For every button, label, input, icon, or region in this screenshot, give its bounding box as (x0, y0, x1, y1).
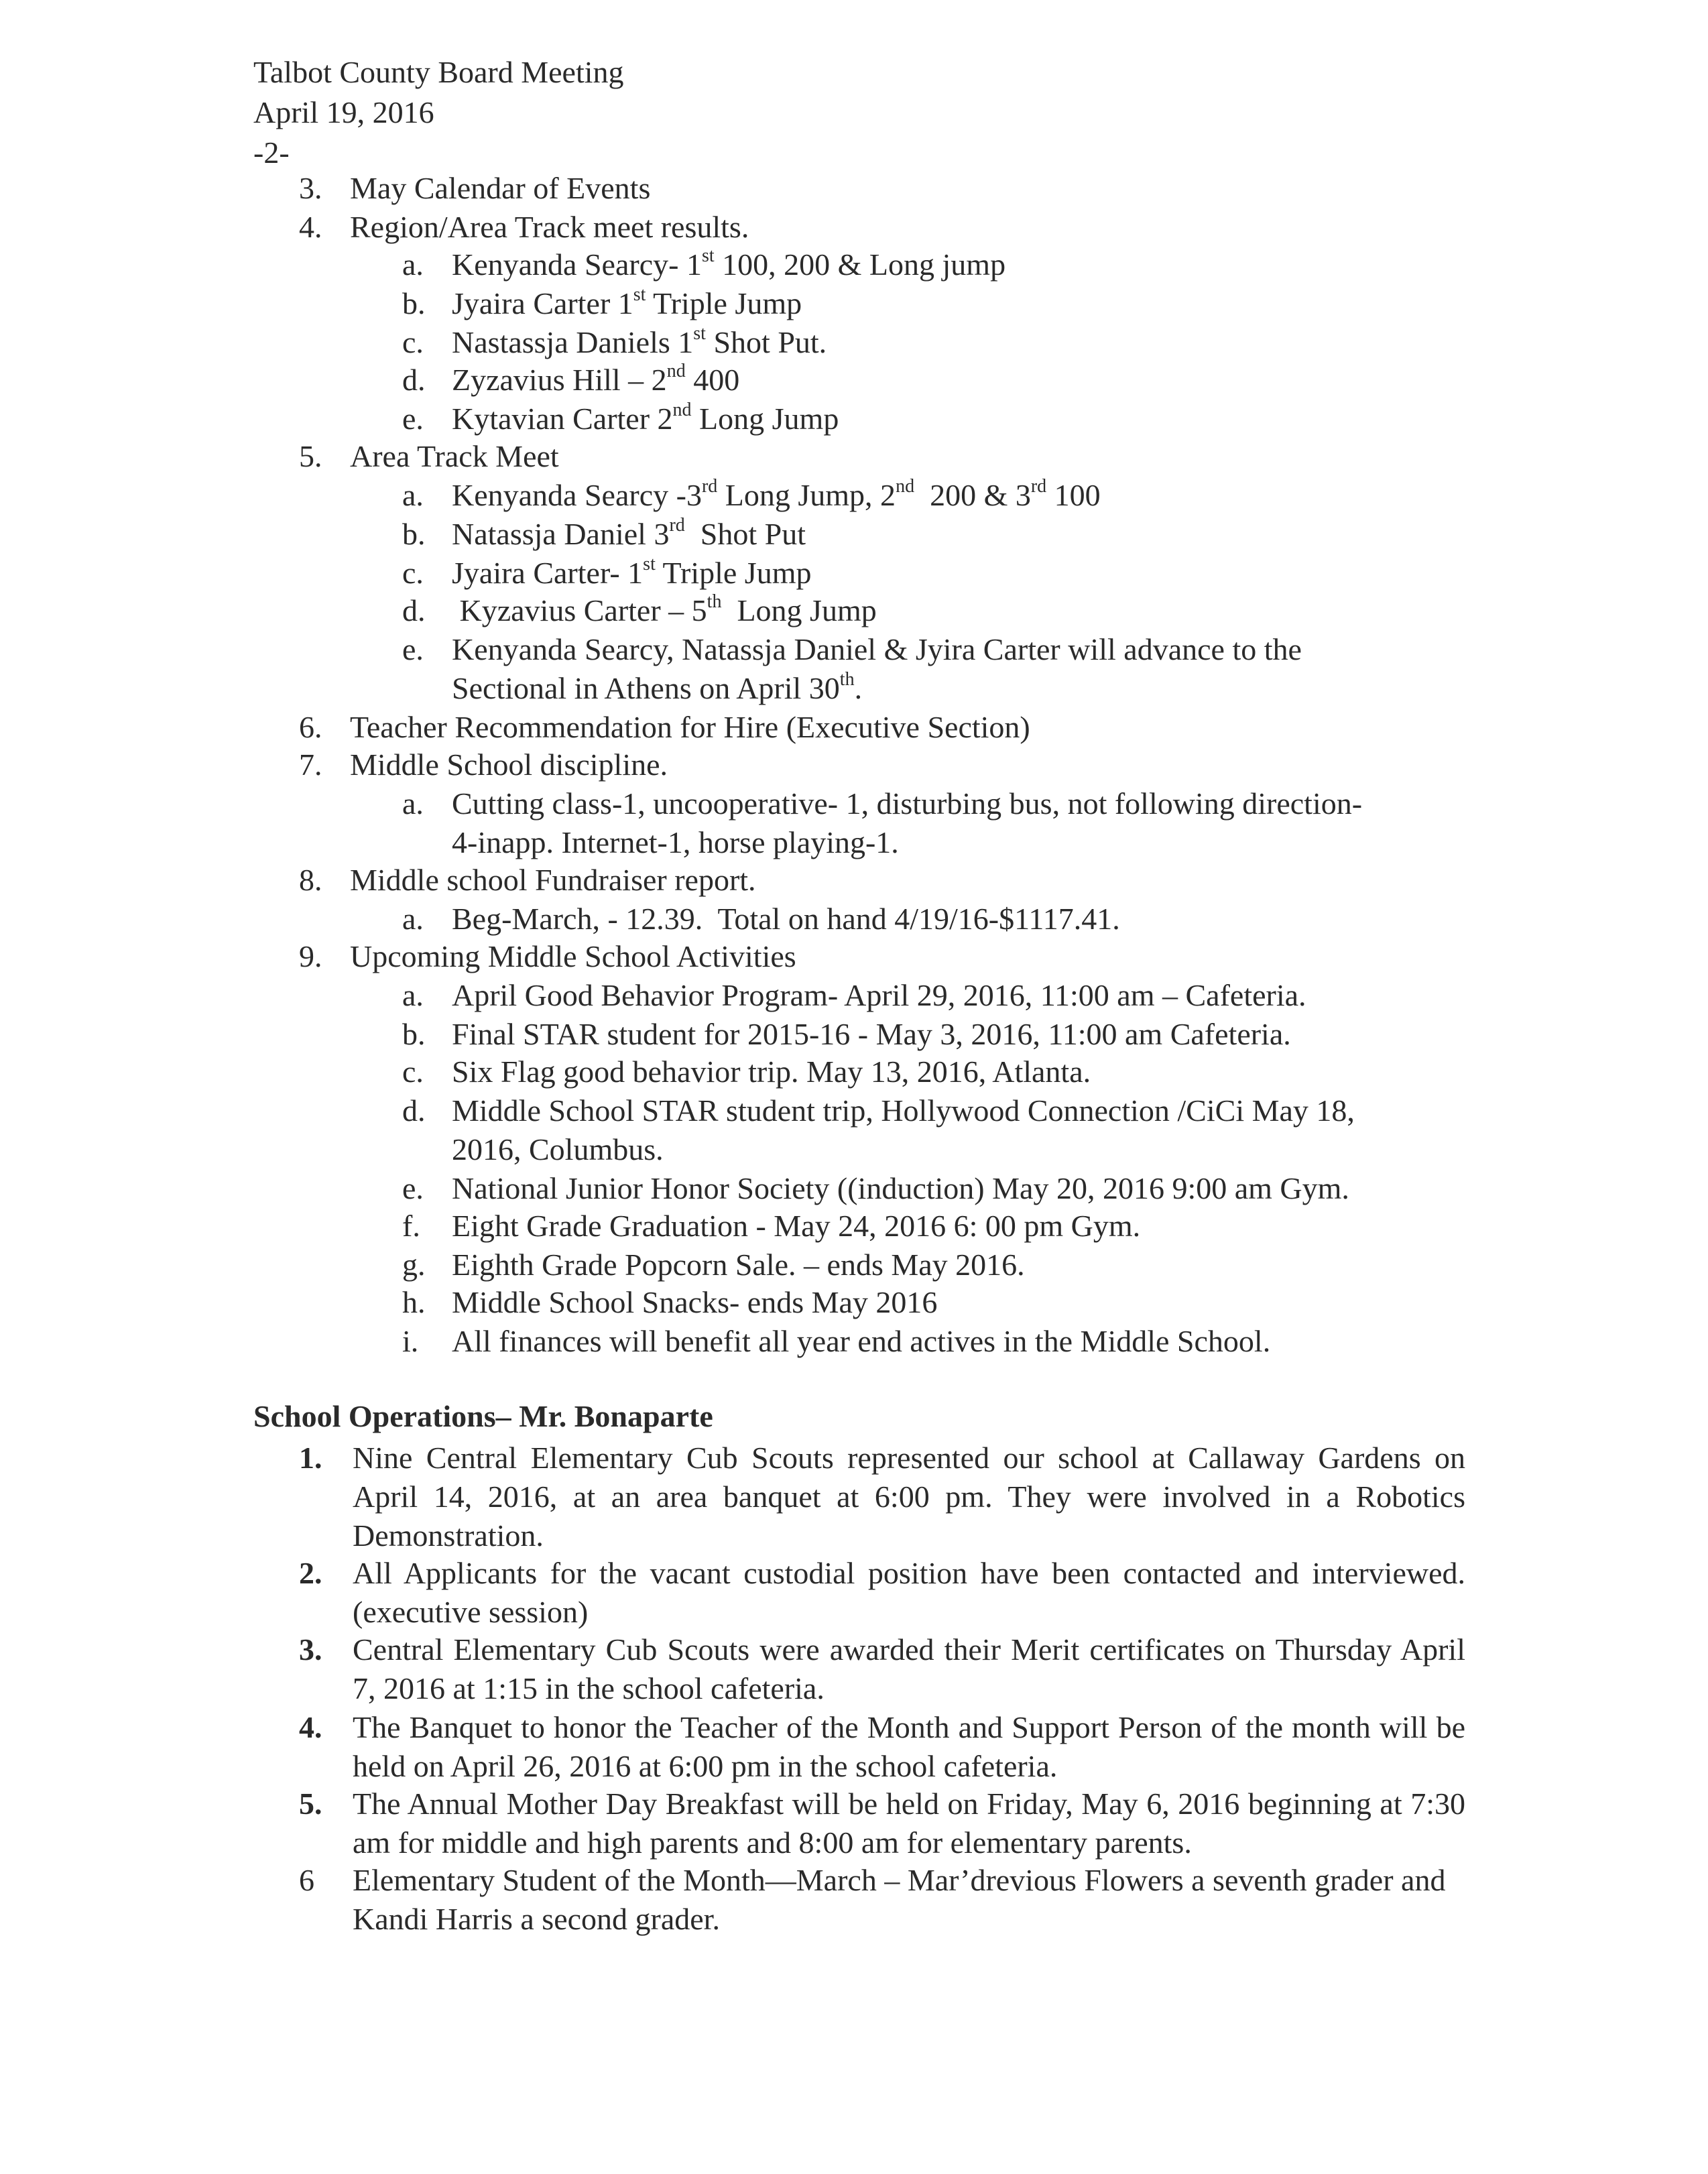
page-header (253, 52, 624, 173)
item-text: Upcoming Middle School Activities (350, 939, 796, 973)
item-text: Central Elementary Cub Scouts were awarded their Merit certificates on Thursday April 7, 2016 at 1:15 in the school cafeteria. (353, 1632, 1465, 1705)
section-title: School Operations– Mr. Bonaparte (253, 1399, 713, 1433)
sub-item-letter: a. (402, 786, 424, 821)
sub-item-letter: f. (402, 1209, 420, 1243)
item-number: 3. (299, 1632, 322, 1667)
sub-item-letter: e. (402, 402, 424, 436)
sub-item-letter: a. (402, 902, 424, 936)
sub-item-letter: c. (402, 1054, 424, 1089)
sub-item-letter: c. (402, 325, 424, 359)
item-text: Middle school Fundraiser report. (350, 863, 756, 897)
sub-item-text: Zyzavius Hill – 2nd 400 (452, 361, 740, 397)
item-number: 2. (299, 1556, 322, 1590)
sub-item-letter: h. (402, 1285, 426, 1319)
item-number: 9. (299, 939, 322, 973)
sub-item-letter: a. (402, 978, 424, 1012)
sub-item-text: 4-inapp. Internet-1, horse playing-1. (452, 825, 899, 859)
page-number: -2- (253, 135, 290, 170)
sub-item-text: 2016, Columbus. (452, 1132, 664, 1166)
sub-item-letter: b. (402, 1017, 426, 1051)
sub-item-letter: i. (402, 1324, 419, 1358)
sub-item-letter: a. (402, 478, 424, 512)
meeting-title: Talbot County Board Meeting (253, 55, 624, 89)
sub-item-text: Six Flag good behavior trip. May 13, 2016, Atlanta. (452, 1054, 1091, 1089)
sub-item-text: Middle School STAR student trip, Hollywood Connection /CiCi May 18, (452, 1093, 1355, 1128)
sub-item-text: Kenyanda Searcy -3rd Long Jump, 2nd 200 & 3rd 100 (452, 476, 1101, 512)
item-text: Nine Central Elementary Cub Scouts represented our school at Callaway Gardens on April 14, 2016, at an area banquet at 6:00 pm. They were involved in a Robotics Demonstration. (353, 1441, 1465, 1553)
sub-item-text: National Junior Honor Society ((induction) May 20, 2016 9:00 am Gym. (452, 1171, 1349, 1205)
item-number: 6 (299, 1863, 314, 1897)
sub-item-text: Kytavian Carter 2nd Long Jump (452, 400, 839, 436)
sub-item-text: Eighth Grade Popcorn Sale. – ends May 2016. (452, 1248, 1025, 1282)
sub-item-text: Beg-March, - 12.39. Total on hand 4/19/16-$1117.41. (452, 902, 1120, 936)
sub-item-text: All finances will benefit all year end actives in the Middle School. (452, 1324, 1271, 1358)
sub-item-text: Nastassja Daniels 1st Shot Put. (452, 323, 827, 359)
sub-item-letter: c. (402, 556, 424, 590)
sub-item-text: Final STAR student for 2015-16 - May 3, 2016, 11:00 am Cafeteria. (452, 1017, 1291, 1051)
item-text: Middle School discipline. (350, 747, 668, 782)
item-text: The Annual Mother Day Breakfast will be held on Friday, May 6, 2016 beginning at 7:30 am for middle and high parents and 8:00 am for elementary parents. (353, 1787, 1465, 1860)
item-text: The Banquet to honor the Teacher of the Month and Support Person of the month will be held on April 26, 2016 at 6:00 pm in the school cafeteria. (353, 1710, 1465, 1783)
item-number: 6. (299, 710, 322, 744)
sub-item-text: Kenyanda Searcy, Natassja Daniel & Jyira Carter will advance to the (452, 632, 1302, 666)
item-text: Teacher Recommendation for Hire (Executive Section) (350, 710, 1030, 744)
item-number: 7. (299, 747, 322, 782)
sub-item-letter: e. (402, 632, 424, 666)
sub-item-text: Jyaira Carter 1st Triple Jump (452, 284, 802, 320)
sub-item-text: April Good Behavior Program- April 29, 2016, 11:00 am – Cafeteria. (452, 978, 1306, 1012)
sub-item-letter: d. (402, 1093, 426, 1128)
sub-item-text: Middle School Snacks- ends May 2016 (452, 1285, 938, 1319)
sub-item-letter: a. (402, 247, 424, 282)
sub-item-letter: g. (402, 1248, 426, 1282)
item-text: All Applicants for the vacant custodial position have been contacted and interviewed. (executive session) (353, 1556, 1465, 1629)
sub-item-text: Sectional in Athens on April 30th. (452, 669, 863, 705)
item-number: 5. (299, 439, 322, 473)
item-text: Region/Area Track meet results. (350, 210, 749, 244)
meeting-date: April 19, 2016 (253, 95, 434, 129)
item-number: 1. (299, 1441, 322, 1475)
sub-item-text: Natassja Daniel 3rd Shot Put (452, 515, 806, 551)
sub-item-text: Kenyanda Searcy- 1st 100, 200 & Long jump (452, 245, 1006, 282)
sub-item-text: Cutting class-1, uncooperative- 1, disturbing bus, not following direction- (452, 786, 1363, 821)
item-number: 5. (299, 1787, 322, 1821)
sub-item-text: Kyzavius Carter – 5th Long Jump (452, 591, 877, 627)
sub-item-letter: e. (402, 1171, 424, 1205)
item-text: Elementary Student of the Month—March – Mar’drevious Flowers a seventh grader and Kandi Harris a second grader. (353, 1863, 1446, 1936)
sub-item-letter: d. (402, 363, 426, 397)
item-number: 4. (299, 1710, 322, 1744)
sub-item-text: Jyaira Carter- 1st Triple Jump (452, 554, 812, 590)
item-number: 4. (299, 210, 322, 244)
item-text: Area Track Meet (350, 439, 559, 473)
item-number: 3. (299, 171, 322, 205)
item-number: 8. (299, 863, 322, 897)
item-text: May Calendar of Events (350, 171, 651, 205)
sub-item-letter: b. (402, 286, 426, 320)
sub-item-text: Eight Grade Graduation - May 24, 2016 6: 00 pm Gym. (452, 1209, 1141, 1243)
sub-item-letter: b. (402, 517, 426, 551)
sub-item-letter: d. (402, 593, 426, 627)
